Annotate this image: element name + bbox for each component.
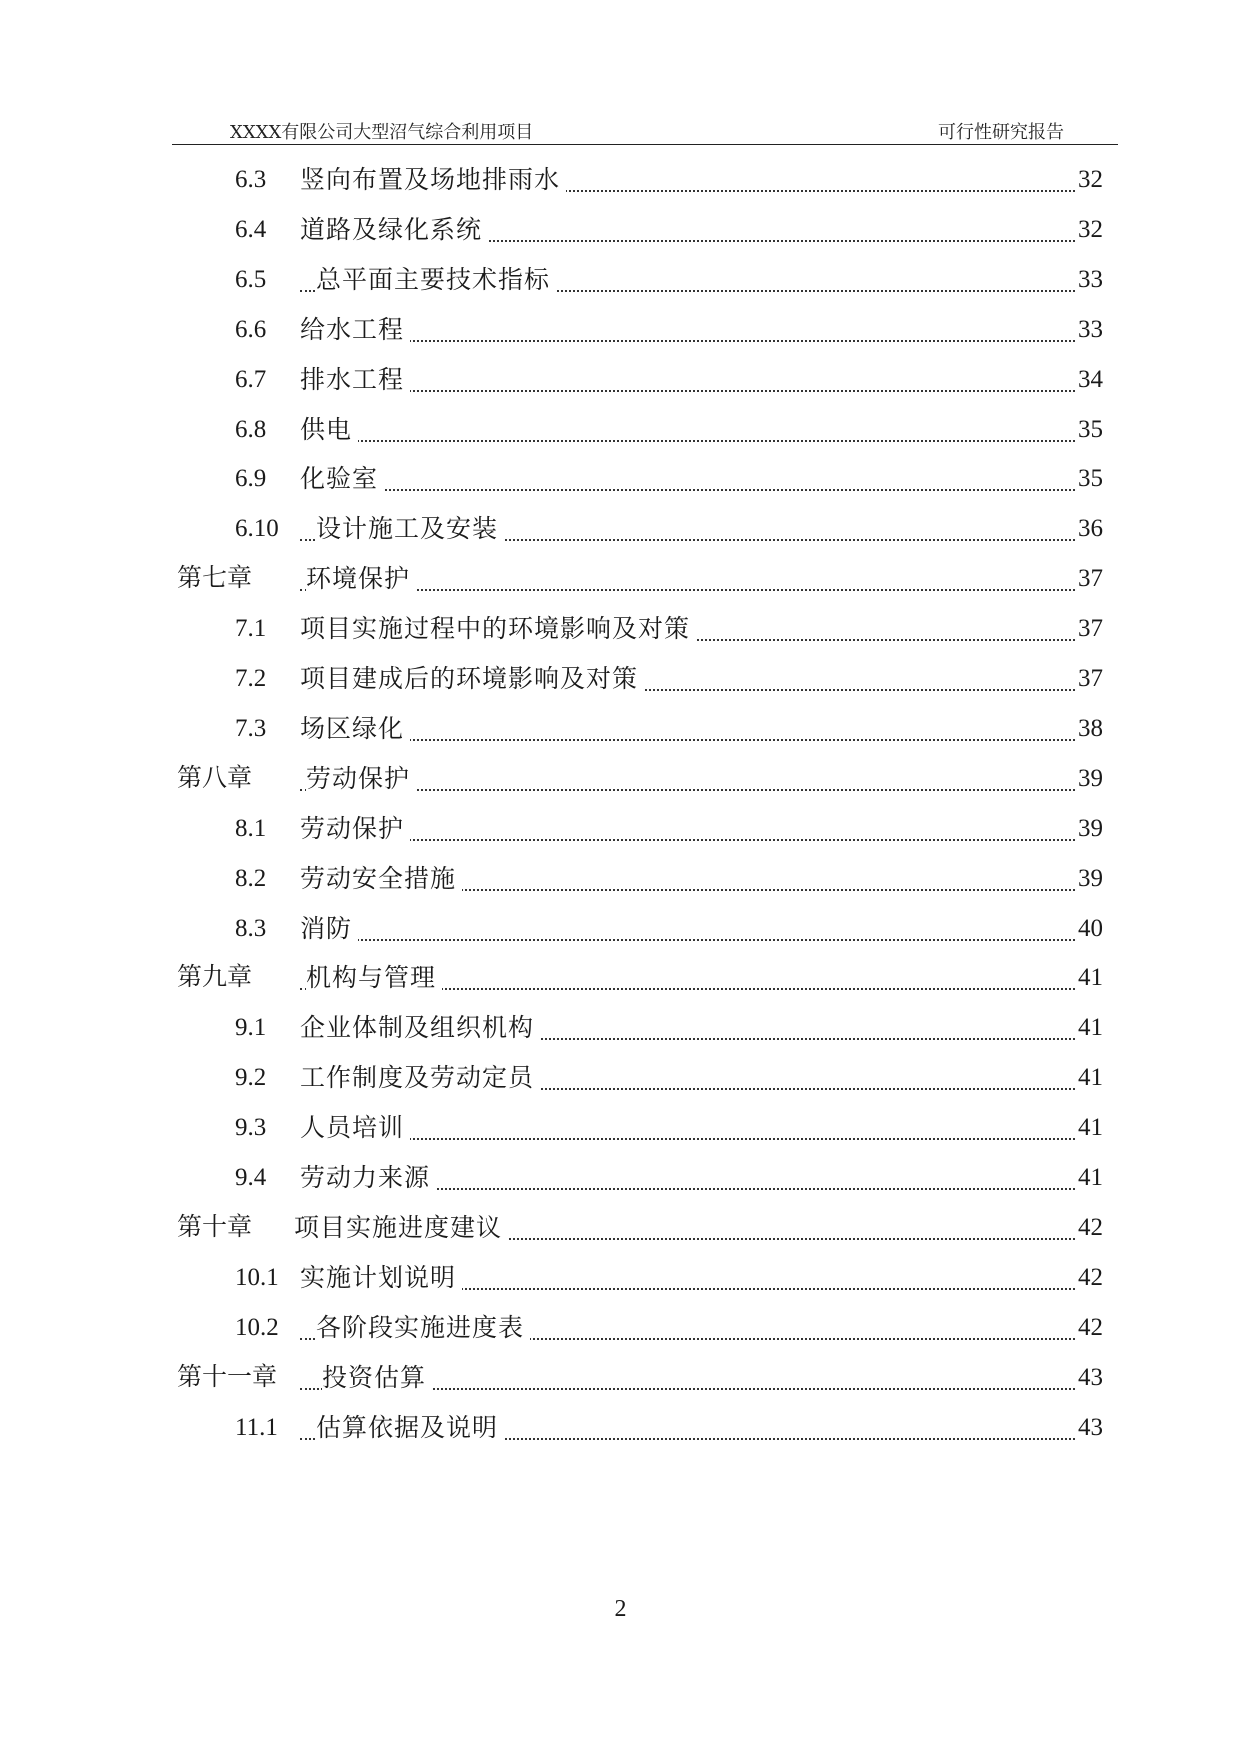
toc-section-entry[interactable] — [0, 1102, 1241, 1154]
toc-entry-title: 供电 — [300, 404, 358, 456]
toc-entry-title: 给水工程 — [300, 304, 410, 356]
toc-entry-number: 第十章 — [177, 1213, 253, 1241]
toc-chapter-entry[interactable] — [0, 952, 1241, 1004]
toc-entry-number: 9.1 — [235, 1014, 267, 1042]
toc-chapter-entry[interactable] — [0, 1202, 1241, 1254]
toc-section-entry[interactable] — [0, 803, 1241, 855]
toc-entry-page-number: 42 — [1076, 1302, 1103, 1354]
toc-entry-title: 排水工程 — [300, 354, 410, 406]
toc-entry-title: 劳动安全措施 — [300, 853, 462, 905]
toc-entry-number: 6.9 — [235, 465, 267, 493]
toc-section-entry[interactable] — [0, 1252, 1241, 1304]
toc-entry-number: 6.5 — [235, 265, 267, 293]
toc-dot-leader — [300, 1102, 1103, 1154]
toc-entry-title: 各阶段实施进度表 — [316, 1302, 530, 1354]
toc-section-entry[interactable] — [0, 354, 1241, 406]
toc-section-entry[interactable] — [0, 304, 1241, 356]
toc-entry-title: 设计施工及安装 — [316, 503, 504, 555]
toc-entry-number: 6.8 — [235, 415, 267, 443]
toc-entry-number: 第七章 — [177, 565, 253, 593]
toc-entry-number: 6.4 — [235, 215, 267, 243]
toc-entry-page-number: 32 — [1076, 154, 1103, 206]
toc-chapter-entry[interactable] — [0, 1352, 1241, 1404]
toc-entry-number: 8.3 — [235, 914, 267, 942]
toc-section-entry[interactable] — [0, 1052, 1241, 1104]
header-divider — [172, 144, 1118, 145]
toc-section-entry[interactable] — [0, 404, 1241, 456]
toc-entry-number: 7.1 — [235, 615, 267, 643]
toc-entry-page-number: 41 — [1076, 1002, 1103, 1054]
toc-entry-number: 10.2 — [235, 1313, 279, 1341]
toc-entry-title: 机构与管理 — [306, 952, 442, 1004]
toc-entry-page-number: 39 — [1076, 803, 1103, 855]
toc-entry-number: 第十一章 — [177, 1363, 278, 1391]
toc-entry-title: 项目实施进度建议 — [294, 1202, 508, 1254]
toc-entry-title: 竖向布置及场地排雨水 — [300, 154, 566, 206]
toc-section-entry[interactable] — [0, 603, 1241, 655]
header-project-title: XXXX有限公司大型沼气综合利用项目 — [230, 122, 534, 143]
toc-section-entry[interactable] — [0, 1402, 1241, 1454]
toc-section-entry[interactable] — [0, 703, 1241, 755]
toc-entry-number: 8.1 — [235, 814, 267, 842]
toc-section-entry[interactable] — [0, 903, 1241, 955]
toc-entry-number: 10.1 — [235, 1263, 279, 1291]
toc-entry-number: 第九章 — [177, 964, 253, 992]
toc-entry-title: 场区绿化 — [300, 703, 410, 755]
toc-section-entry[interactable] — [0, 1152, 1241, 1204]
toc-entry-title: 企业体制及组织机构 — [300, 1002, 540, 1054]
toc-entry-title: 劳动力来源 — [300, 1152, 436, 1204]
toc-chapter-entry[interactable] — [0, 753, 1241, 805]
toc-entry-page-number: 33 — [1076, 254, 1103, 306]
toc-entry-number: 7.2 — [235, 665, 267, 692]
toc-section-entry[interactable] — [0, 1302, 1241, 1354]
toc-entry-page-number: 41 — [1076, 1102, 1103, 1154]
toc-entry-number: 第八章 — [177, 764, 253, 792]
toc-section-entry[interactable] — [0, 1002, 1241, 1054]
toc-entry-title: 环境保护 — [306, 553, 416, 605]
toc-entry-title: 劳动保护 — [306, 753, 416, 805]
toc-entry-page-number: 38 — [1076, 703, 1103, 755]
toc-entry-number: 8.2 — [235, 864, 267, 892]
toc-entry-number: 6.3 — [235, 166, 267, 193]
toc-dot-leader — [300, 903, 1103, 955]
toc-entry-page-number: 39 — [1076, 853, 1103, 905]
toc-section-entry[interactable] — [0, 154, 1241, 206]
toc-entry-title: 项目建成后的环境影响及对策 — [300, 653, 644, 705]
toc-entry-title: 劳动保护 — [300, 803, 410, 855]
toc-entry-number: 6.7 — [235, 365, 267, 393]
toc-entry-number: 6.10 — [235, 515, 279, 543]
toc-entry-page-number: 36 — [1076, 503, 1103, 555]
page-header — [172, 114, 1118, 146]
toc-entry-title: 估算依据及说明 — [316, 1402, 504, 1454]
toc-entry-page-number: 41 — [1076, 1152, 1103, 1204]
toc-entry-title: 总平面主要技术指标 — [316, 254, 556, 306]
toc-entry-page-number: 39 — [1076, 753, 1103, 805]
toc-entry-page-number: 41 — [1076, 952, 1103, 1004]
toc-entry-page-number: 33 — [1076, 304, 1103, 356]
toc-chapter-entry[interactable] — [0, 553, 1241, 605]
toc-entry-page-number: 35 — [1076, 453, 1103, 505]
toc-dot-leader — [300, 453, 1103, 505]
toc-entry-title: 道路及绿化系统 — [300, 204, 488, 256]
toc-entry-title: 工作制度及劳动定员 — [300, 1052, 540, 1104]
toc-entry-page-number: 42 — [1076, 1252, 1103, 1304]
toc-dot-leader — [300, 404, 1103, 456]
toc-section-entry[interactable] — [0, 503, 1241, 555]
toc-entry-title: 消防 — [300, 903, 358, 955]
toc-section-entry[interactable] — [0, 204, 1241, 256]
header-report-type: 可行性研究报告 — [938, 122, 1064, 143]
toc-dot-leader — [300, 703, 1103, 755]
toc-section-entry[interactable] — [0, 453, 1241, 505]
toc-dot-leader — [300, 753, 1103, 805]
toc-entry-title: 化验室 — [300, 453, 384, 505]
toc-entry-page-number: 42 — [1076, 1202, 1103, 1254]
toc-entry-page-number: 37 — [1076, 603, 1103, 655]
toc-section-entry[interactable] — [0, 853, 1241, 905]
toc-entry-page-number: 32 — [1076, 204, 1103, 256]
toc-entry-page-number: 37 — [1076, 553, 1103, 605]
toc-entry-number: 9.2 — [235, 1064, 267, 1092]
toc-entry-page-number: 41 — [1076, 1052, 1103, 1104]
toc-entry-title: 投资估算 — [322, 1352, 432, 1404]
toc-entry-number: 6.6 — [235, 315, 267, 343]
toc-dot-leader — [300, 354, 1103, 406]
toc-section-entry[interactable] — [0, 653, 1241, 705]
toc-entry-title: 项目实施过程中的环境影响及对策 — [300, 603, 696, 655]
toc-entry-number: 11.1 — [235, 1413, 278, 1441]
toc-entry-number: 9.3 — [235, 1114, 267, 1142]
toc-entry-number: 9.4 — [235, 1164, 267, 1191]
page-number: 2 — [614, 1596, 627, 1622]
toc-entry-page-number: 34 — [1076, 354, 1103, 406]
toc-section-entry[interactable] — [0, 254, 1241, 306]
toc-entry-title: 人员培训 — [300, 1102, 410, 1154]
toc-entry-page-number: 43 — [1076, 1352, 1103, 1404]
toc-dot-leader — [300, 304, 1103, 356]
toc-entry-page-number: 37 — [1076, 653, 1103, 705]
toc-entry-number: 7.3 — [235, 714, 267, 742]
toc-dot-leader — [300, 553, 1103, 605]
toc-dot-leader — [300, 803, 1103, 855]
toc-entry-title: 实施计划说明 — [300, 1252, 462, 1304]
toc-entry-page-number: 35 — [1076, 404, 1103, 456]
toc-entry-page-number: 43 — [1076, 1402, 1103, 1454]
toc-entry-page-number: 40 — [1076, 903, 1103, 955]
